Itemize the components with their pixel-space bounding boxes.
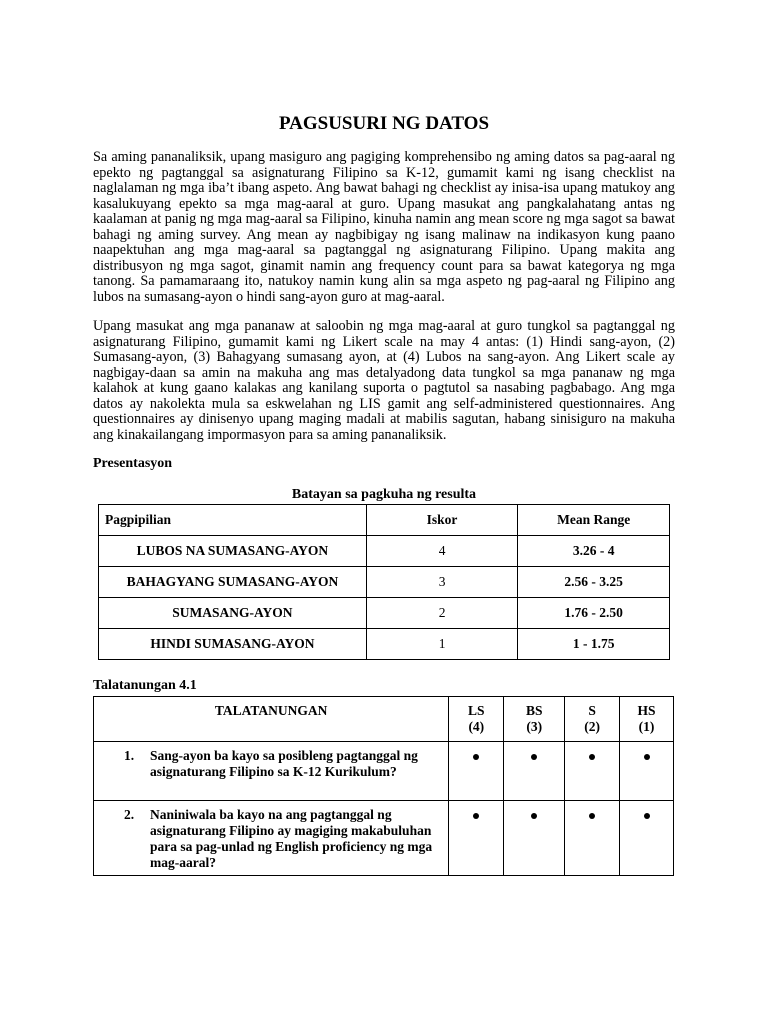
rubric-score: 2 [366,598,518,629]
rubric-header-range: Mean Range [518,505,670,536]
bullet-icon [589,813,595,819]
bullet-icon [589,754,595,760]
bullet-icon [473,754,479,760]
survey-question [94,801,449,876]
rubric-table [98,504,670,660]
bullet-icon [473,813,479,819]
rubric-option: LUBOS NA SUMASANG-AYON [99,536,367,567]
paragraph-analysis: Sa aming pananaliksik, upang masiguro ang pagiging komprehensibo ng aming datos sa pag-aaral ng epekto ng pagtanggal sa asignaturang Filipino sa K-12, gumamit kami ng isang checklist na naglalaman ng mga iba’t ibang aspeto. Ang bawat bahagi ng checklist ay inisa-isa upang matukoy ang kasalukuyang epekto sa mga mag-aaral at guro. Upang masukat ang pangkalahatang antas ng kaalaman at panig ng mga mag-aaral sa Filipino, kinuha namin ang mean score ng mga sagot sa bawat bahagi ng aming survey. Ang mean ay nagbibigay ng isang malinaw na indikasyon kung paano naapektuhan ang mga mag-aaral sa pagtanggal ng asignaturang Filipino. Upang makita ang distribusyon ng mga sagot, ginamit namin ang frequency count para sa bawat kategorya ng mga tanong. Sa pamamaraang ito, natukoy namin kung alin sa mga aspeto ng pag-aaral ng Filipino ang lubos na sumasang-ayon o hindi sang-ayon guro at mag-aaral. [93,149,675,305]
hs-value: (1) [638,719,655,734]
survey-title: Talatanungan 4.1 [93,678,197,693]
question-number: 2. [124,807,135,822]
rubric-header-option: Pagpipilian [99,505,367,536]
choice-s[interactable] [565,801,620,876]
page-title: PAGSUSURI NG DATOS [278,113,490,134]
rubric-range: 1 - 1.75 [518,629,670,660]
choice-hs[interactable] [620,801,674,876]
s-value: (2) [584,719,600,734]
question-text: Sang-ayon ba kayo sa posibleng pagtanggal ng asignaturang Filipino sa K-12 Kurikulum? [150,748,418,779]
choice-s[interactable] [565,742,620,801]
ls-label: LS [468,703,485,718]
rubric-header-score: Iskor [366,505,518,536]
survey-header-s [565,697,620,742]
table-row [99,629,670,660]
rubric-option: SUMASANG-AYON [99,598,367,629]
table-row [94,801,674,876]
table-row [99,567,670,598]
ls-value: (4) [468,719,485,734]
choice-hs[interactable] [620,742,674,801]
choice-bs[interactable] [504,742,565,801]
bullet-icon [644,754,650,760]
survey-table [93,696,674,876]
choice-ls[interactable] [449,801,504,876]
survey-header-question: TALATANUNGAN [94,697,449,742]
rubric-option: BAHAGYANG SUMASANG-AYON [99,567,367,598]
rubric-caption: Batayan sa pagkuha ng resulta [291,487,477,502]
bullet-icon [644,813,650,819]
paragraph-likert: Upang masukat ang mga pananaw at saloobin ng mga mag-aaral at guro tungkol sa pagtanggal ng asignaturang Filipino, gumamit kami ng Likert scale na may 4 antas: (1) Hindi sang-ayon, (2) Sumasang-ayon, (3) Bahagyang sumasang ayon, at (4) Lubos na sang-ayon. Ang Likert scale ay nagbigay-daan sa amin na makuha ang mas detalyadong data tungkol sa mga pananaw ng mga kalahok at kung gaano kalakas ang kanilang suporta o pagtutol sa nasabing pagbabago. Ang mga datos ay nakolekta mula sa eskwelahan ng LIS gamit ang self-administered questionnaires. Ang questionnaires ay dinisenyo upang maging madali at mabilis sagutan, habang sinisiguro na makuha ang kinakailangang impormasyon para sa aming pananaliksik. [93,318,675,443]
survey-header-row [94,697,674,742]
hs-label: HS [637,703,656,718]
table-row [94,742,674,801]
choice-bs[interactable] [504,801,565,876]
rubric-range: 2.56 - 3.25 [518,567,670,598]
rubric-header-row [99,505,670,536]
question-text: Naniniwala ba kayo na ang pagtanggal ng asignaturang Filipino ay magiging makabuluhan para sa pag-unlad ng English proficiency ng mga mag-aaral? [150,807,433,870]
rubric-score: 4 [366,536,518,567]
bs-value: (3) [526,719,543,734]
rubric-score: 3 [366,567,518,598]
rubric-range: 3.26 - 4 [518,536,670,567]
survey-header-bs [504,697,565,742]
rubric-score: 1 [366,629,518,660]
bullet-icon [531,754,537,760]
rubric-range: 1.76 - 2.50 [518,598,670,629]
presentasyon-heading: Presentasyon [93,456,173,471]
bs-label: BS [525,703,543,718]
s-label: S [588,703,596,718]
survey-header-ls [449,697,504,742]
table-row [99,536,670,567]
question-number: 1. [124,748,135,763]
survey-question [94,742,449,801]
table-row [99,598,670,629]
choice-ls[interactable] [449,742,504,801]
rubric-option: HINDI SUMASANG-AYON [99,629,367,660]
bullet-icon [531,813,537,819]
survey-header-hs [620,697,674,742]
